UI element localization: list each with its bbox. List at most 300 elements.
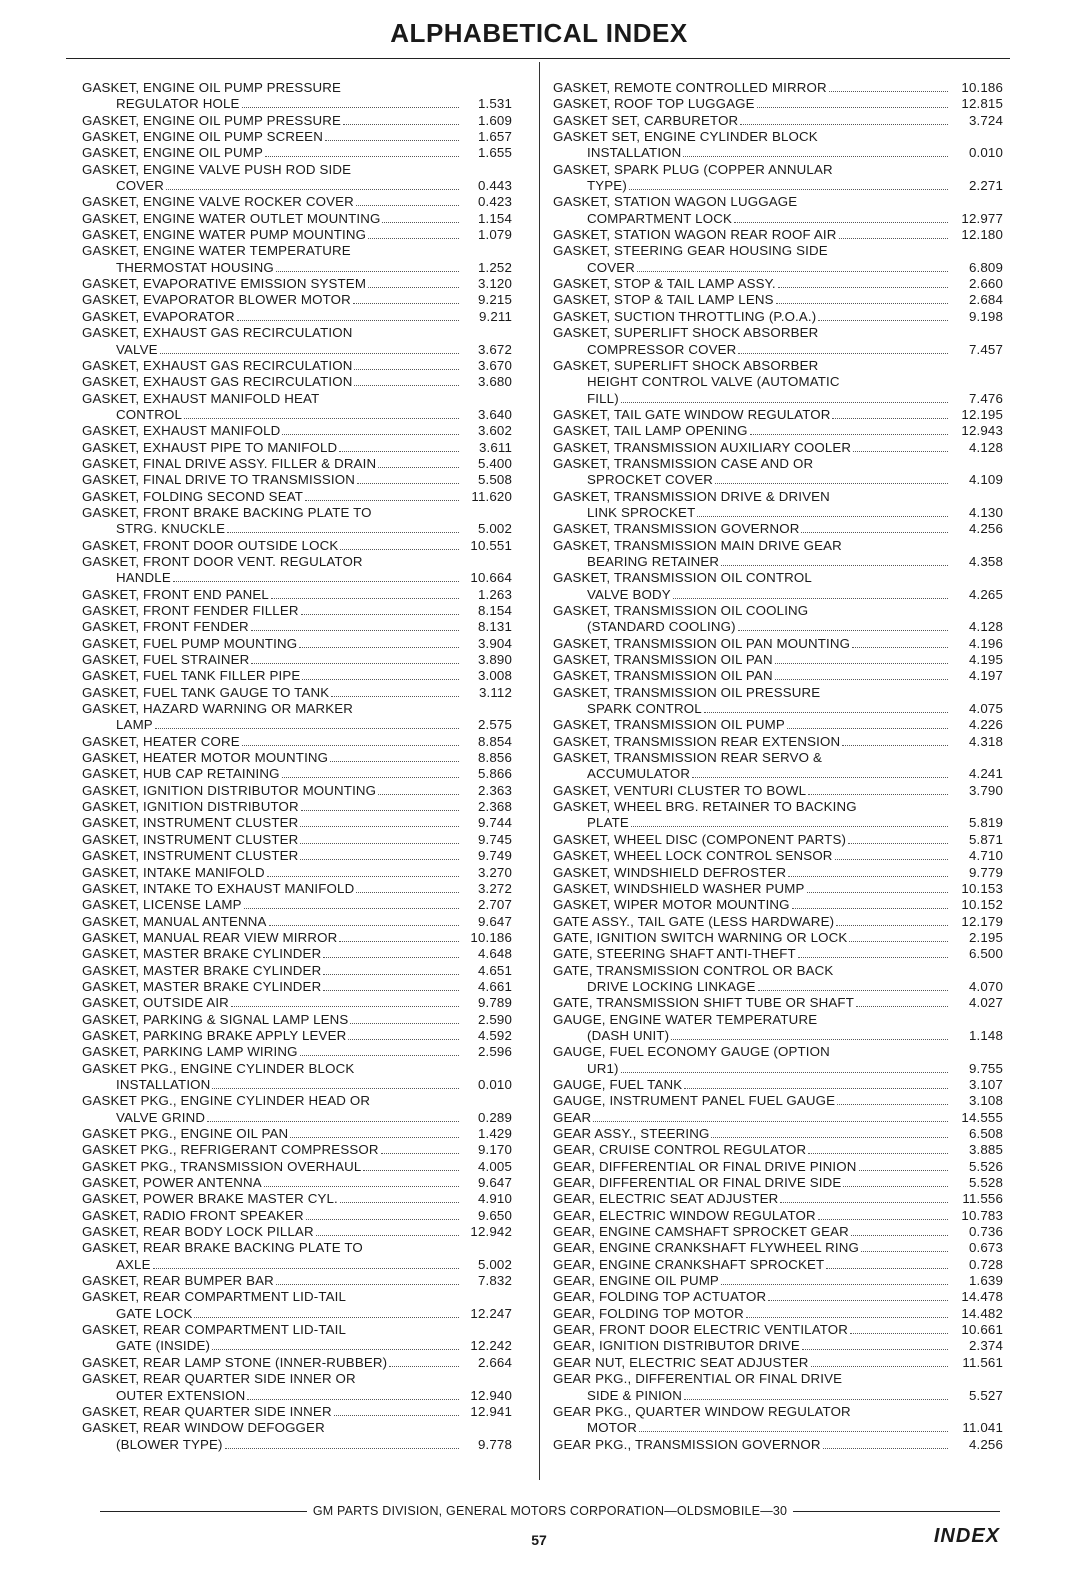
entry-page-ref: 1.429 — [477, 1126, 512, 1141]
entry-page-ref: 8.154 — [477, 603, 512, 618]
entry-page-ref: 14.478 — [961, 1289, 1003, 1305]
entry-text: PLATE — [587, 815, 629, 831]
entry-text: GAUGE, FUEL ECONOMY GAUGE (OPTION — [553, 1044, 830, 1060]
dot-leader — [851, 1235, 948, 1236]
entry-page-ref: 2.707 — [477, 897, 512, 913]
dot-leader — [856, 1006, 948, 1007]
index-entry — [82, 374, 512, 390]
entry-text: GASKET, FRONT END PANEL — [82, 586, 269, 602]
entry-text: GASKET, WINDSHIELD DEFROSTER — [553, 864, 787, 880]
index-entry — [82, 1273, 512, 1289]
entry-text: GASKET PKG., ENGINE CYLINDER BLOCK — [82, 1060, 355, 1076]
index-entry — [553, 96, 1003, 112]
index-entry — [82, 914, 512, 930]
entry-page-ref: 4.256 — [968, 1436, 1003, 1452]
index-entry — [82, 1355, 512, 1371]
dot-leader — [247, 1399, 459, 1400]
index-entry — [82, 145, 512, 161]
dot-leader — [768, 1300, 948, 1301]
index-entry — [553, 570, 1003, 603]
entry-text: SIDE & PINION — [587, 1387, 683, 1403]
entry-text: GASKET, TRANSMISSION REAR SERVO & — [553, 750, 822, 766]
index-entry — [82, 423, 512, 439]
dot-leader — [671, 1039, 948, 1040]
entry-text: GASKET, FUEL TANK GAUGE TO TANK — [82, 684, 330, 700]
dot-leader — [340, 549, 459, 550]
index-entry — [82, 325, 512, 358]
entry-page-ref: 9.749 — [477, 848, 512, 864]
index-entry — [553, 717, 1003, 733]
entry-page-ref: 2.684 — [968, 292, 1003, 308]
dot-leader — [357, 483, 459, 484]
dot-leader — [354, 385, 459, 386]
entry-text: GASKET, ENGINE VALVE PUSH ROD SIDE — [82, 161, 352, 177]
entry-page-ref: 12.179 — [961, 913, 1003, 929]
entry-text: GASKET, ENGINE VALVE ROCKER COVER — [82, 194, 354, 210]
index-entry — [553, 1012, 1003, 1045]
dot-leader — [734, 222, 948, 223]
entry-text: GASKET, TAIL GATE WINDOW REGULATOR — [553, 406, 831, 422]
entry-text: GASKET, INSTRUMENT CLUSTER — [82, 815, 299, 831]
entry-text: GASKET, SUCTION THROTTLING (P.O.A.) — [553, 308, 817, 324]
entry-text: GASKET, REAR COMPARTMENT LID-TAIL — [82, 1322, 347, 1338]
dot-leader — [300, 826, 459, 827]
entry-page-ref: 8.856 — [477, 750, 512, 766]
dot-leader — [276, 271, 459, 272]
entry-page-ref: 6.508 — [968, 1126, 1003, 1141]
entry-page-ref: 9.789 — [477, 995, 512, 1011]
entry-text: GASKET, RADIO FRONT SPEAKER — [82, 1207, 304, 1223]
dot-leader — [339, 941, 459, 942]
entry-page-ref: 9.778 — [477, 1436, 512, 1452]
entry-page-ref: 5.528 — [968, 1175, 1003, 1191]
index-entry — [82, 538, 512, 554]
entry-text: GEAR, FRONT DOOR ELECTRIC VENTILATOR — [553, 1322, 849, 1338]
entry-page-ref: 12.942 — [470, 1224, 512, 1240]
index-entry — [553, 1044, 1003, 1077]
dot-leader — [818, 1219, 948, 1220]
dot-leader — [271, 598, 459, 599]
dot-leader — [316, 1235, 459, 1236]
index-entry — [553, 963, 1003, 996]
entry-page-ref: 3.270 — [477, 864, 512, 880]
entry-page-ref: 4.265 — [968, 586, 1003, 602]
index-entry — [82, 1126, 512, 1142]
index-entry — [553, 734, 1003, 750]
index-entry — [82, 636, 512, 652]
index-entry — [82, 243, 512, 276]
entry-text: GEAR PKG., TRANSMISSION GOVERNOR — [553, 1436, 821, 1452]
index-entry — [553, 489, 1003, 522]
entry-page-ref: 1.655 — [477, 145, 512, 161]
entry-text: THERMOSTAT HOUSING — [116, 259, 274, 275]
dot-leader — [740, 124, 948, 125]
entry-text: GASKET, TRANSMISSION OIL CONTROL — [553, 570, 812, 586]
entry-text: GASKET, EXHAUST GAS RECIRCULATION — [82, 325, 353, 341]
dot-leader — [356, 205, 459, 206]
index-entry — [553, 1371, 1003, 1404]
index-entry — [82, 848, 512, 864]
dot-leader — [343, 124, 459, 125]
index-entry — [82, 832, 512, 848]
entry-text: GASKET, STEERING GEAR HOUSING SIDE — [553, 243, 828, 259]
dot-leader — [823, 1448, 948, 1449]
entry-page-ref: 4.005 — [477, 1158, 512, 1174]
entry-page-ref: 2.590 — [477, 1011, 512, 1027]
dot-leader — [780, 1202, 948, 1203]
index-entry — [553, 1257, 1003, 1273]
entry-text: HANDLE — [116, 570, 171, 586]
entry-text: GASKET, EXHAUST GAS RECIRCULATION — [82, 357, 353, 373]
entry-text: GATE, TRANSMISSION CONTROL OR BACK — [553, 962, 834, 978]
index-entry — [553, 995, 1003, 1011]
entry-page-ref: 5.866 — [477, 766, 512, 782]
index-entry — [553, 668, 1003, 684]
entry-text: GASKET, TRANSMISSION AUXILIARY COOLER — [553, 439, 852, 455]
entry-text: GAUGE, ENGINE WATER TEMPERATURE — [553, 1011, 818, 1027]
dot-leader — [684, 1088, 948, 1089]
index-entry — [82, 1224, 512, 1240]
index-entry — [553, 914, 1003, 930]
entry-text: GASKET, POWER ANTENNA — [82, 1175, 262, 1191]
index-entry — [82, 276, 512, 292]
dot-leader — [184, 418, 459, 419]
dot-leader — [721, 1284, 948, 1285]
entry-page-ref: 9.647 — [477, 913, 512, 929]
index-entry — [82, 603, 512, 619]
entry-page-ref: 12.815 — [961, 96, 1003, 112]
entry-page-ref: 2.575 — [477, 717, 512, 733]
index-entry — [553, 1273, 1003, 1289]
dot-leader — [829, 91, 948, 92]
entry-text: GASKET, REAR QUARTER SIDE INNER — [82, 1403, 332, 1419]
dot-leader — [269, 925, 459, 926]
entry-text: SPARK CONTROL — [587, 701, 702, 717]
index-entry — [553, 276, 1003, 292]
dot-leader — [194, 1317, 459, 1318]
entry-page-ref: 4.661 — [477, 978, 512, 994]
dot-leader — [683, 156, 948, 157]
entry-text: GASKET, VENTURI CLUSTER TO BOWL — [553, 782, 807, 798]
entry-text: GASKET, MASTER BRAKE CYLINDER — [82, 962, 322, 978]
entry-page-ref: 3.008 — [477, 668, 512, 684]
dot-leader — [381, 1153, 459, 1154]
entry-page-ref: 5.527 — [968, 1387, 1003, 1403]
entry-text: GASKET, PARKING LAMP WIRING — [82, 1044, 298, 1060]
entry-text: GASKET, TRANSMISSION CASE AND OR — [553, 455, 814, 471]
entry-page-ref: 1.609 — [477, 112, 512, 128]
entry-page-ref: 9.215 — [477, 292, 512, 308]
entry-text: GASKET, STATION WAGON LUGGAGE — [553, 194, 798, 210]
entry-page-ref: 4.027 — [968, 995, 1003, 1011]
entry-text: FILL) — [587, 390, 619, 406]
index-entry — [553, 652, 1003, 668]
entry-page-ref: 12.180 — [961, 227, 1003, 243]
page-number: 57 — [531, 1532, 547, 1548]
dot-leader — [212, 1349, 459, 1350]
entry-page-ref: 4.910 — [477, 1191, 512, 1207]
dot-leader — [775, 679, 948, 680]
entry-text: GEAR, CRUISE CONTROL REGULATOR — [553, 1142, 807, 1158]
dot-leader — [225, 1448, 459, 1449]
index-entry — [553, 1208, 1003, 1224]
index-entry — [553, 407, 1003, 423]
index-entry — [82, 1371, 512, 1404]
entry-page-ref: 4.070 — [968, 978, 1003, 994]
entry-text: GASKET, ROOF TOP LUGGAGE — [553, 96, 755, 112]
entry-text: GASKET, EXHAUST MANIFOLD HEAT — [82, 390, 320, 406]
index-entry — [553, 685, 1003, 718]
column-divider — [539, 62, 540, 1480]
entry-page-ref: 4.648 — [477, 946, 512, 962]
entry-text: GEAR, ENGINE CRANKSHAFT FLYWHEEL RING — [553, 1240, 860, 1256]
entry-page-ref: 14.555 — [961, 1109, 1003, 1125]
entry-text: GASKET, MANUAL REAR VIEW MIRROR — [82, 929, 338, 945]
index-entry — [553, 80, 1003, 96]
entry-text: GASKET, ENGINE OIL PUMP PRESSURE — [82, 112, 341, 128]
entry-page-ref: 5.508 — [477, 472, 512, 488]
entry-text: GASKET, OUTSIDE AIR — [82, 995, 229, 1011]
entry-text: GASKET, STOP & TAIL LAMP LENS — [553, 292, 774, 308]
entry-text: GASKET, MASTER BRAKE CYLINDER — [82, 978, 322, 994]
index-entry — [553, 1191, 1003, 1207]
entry-page-ref: 0.673 — [968, 1240, 1003, 1256]
index-entry — [82, 734, 512, 750]
entry-page-ref: 9.745 — [477, 831, 512, 847]
dot-leader — [276, 1284, 459, 1285]
dot-leader — [738, 353, 948, 354]
index-entry — [82, 619, 512, 635]
entry-text: GASKET, TRANSMISSION DRIVE & DRIVEN — [553, 488, 830, 504]
entry-text: GASKET PKG., TRANSMISSION OVERHAUL — [82, 1158, 362, 1174]
index-entry — [82, 865, 512, 881]
index-entry — [82, 701, 512, 734]
entry-text: GEAR, ENGINE OIL PUMP — [553, 1273, 719, 1289]
entry-page-ref: 12.195 — [961, 406, 1003, 422]
entry-text: GASKET, TRANSMISSION GOVERNOR — [553, 521, 800, 537]
entry-page-ref: 12.941 — [470, 1403, 512, 1419]
entry-text: GASKET, REAR LAMP STONE (INNER-RUBBER) — [82, 1354, 388, 1370]
index-entry — [82, 1191, 512, 1207]
dot-leader — [787, 728, 948, 729]
entry-page-ref: 12.943 — [961, 423, 1003, 439]
dot-leader — [251, 663, 459, 664]
dot-leader — [848, 843, 948, 844]
entry-page-ref: 4.256 — [968, 521, 1003, 537]
index-entry — [553, 832, 1003, 848]
index-entry — [82, 358, 512, 374]
index-entry — [82, 766, 512, 782]
entry-text: GASKET, INSTRUMENT CLUSTER — [82, 831, 299, 847]
footer-rule-right — [793, 1511, 1000, 1512]
dot-leader — [356, 892, 459, 893]
index-entry — [553, 946, 1003, 962]
index-entry — [553, 848, 1003, 864]
dot-leader — [837, 1104, 948, 1105]
entry-page-ref: 8.854 — [477, 733, 512, 749]
entry-text: GASKET, SUPERLIFT SHOCK ABSORBER — [553, 325, 819, 341]
entry-page-ref: 12.242 — [470, 1338, 512, 1354]
entry-page-ref: 5.871 — [968, 831, 1003, 847]
entry-page-ref: 0.010 — [477, 1076, 512, 1092]
dot-leader — [368, 238, 459, 239]
index-entry — [82, 652, 512, 668]
entry-text: VALVE BODY — [587, 586, 671, 602]
dot-leader — [808, 1153, 948, 1154]
entry-text: GASKET, ENGINE OIL PUMP PRESSURE — [82, 80, 341, 95]
entry-page-ref: 1.639 — [968, 1273, 1003, 1289]
dot-leader — [637, 271, 948, 272]
entry-text: GASKET, TRANSMISSION OIL PUMP — [553, 717, 785, 733]
index-entry — [82, 979, 512, 995]
dot-leader — [267, 876, 459, 877]
index-entry — [82, 1420, 512, 1453]
entry-text: REGULATOR HOLE — [116, 96, 240, 112]
dot-leader — [792, 908, 948, 909]
index-entry — [553, 113, 1003, 129]
entry-page-ref: 2.195 — [968, 929, 1003, 945]
entry-text: GASKET, FINAL DRIVE TO TRANSMISSION — [82, 472, 355, 488]
entry-page-ref: 10.661 — [961, 1322, 1003, 1338]
entry-page-ref: 3.885 — [968, 1142, 1003, 1158]
entry-page-ref: 1.531 — [477, 96, 512, 112]
entry-page-ref: 4.195 — [968, 652, 1003, 668]
entry-page-ref: 2.596 — [477, 1044, 512, 1060]
dot-leader — [251, 630, 459, 631]
index-entry — [82, 750, 512, 766]
entry-text: GASKET, TRANSMISSION OIL COOLING — [553, 603, 809, 618]
entry-text: GASKET PKG., ENGINE OIL PAN — [82, 1126, 289, 1141]
entry-text: GAUGE, INSTRUMENT PANEL FUEL GAUGE — [553, 1093, 836, 1109]
entry-text: GASKET, REMOTE CONTROLLED MIRROR — [553, 80, 827, 95]
entry-page-ref: 12.977 — [961, 210, 1003, 226]
index-entry — [553, 309, 1003, 325]
entry-text: LINK SPROCKET — [587, 504, 696, 520]
entry-text: GASKET, EXHAUST MANIFOLD — [82, 423, 281, 439]
entry-text: GASKET, FRONT BRAKE BACKING PLATE TO — [82, 504, 372, 520]
dot-leader — [334, 1415, 459, 1416]
index-entry — [553, 1355, 1003, 1371]
entry-text: GASKET, FRONT FENDER — [82, 619, 249, 635]
index-entry — [553, 129, 1003, 162]
entry-text: LAMP — [116, 717, 153, 733]
dot-leader — [290, 1137, 459, 1138]
dot-leader — [802, 1349, 948, 1350]
entry-text: GAUGE, FUEL TANK — [553, 1076, 683, 1092]
index-entry — [82, 668, 512, 684]
index-entry — [82, 129, 512, 145]
index-entry — [553, 521, 1003, 537]
entry-text: GATE LOCK — [116, 1305, 193, 1321]
dot-leader — [697, 516, 948, 517]
entry-page-ref: 9.650 — [477, 1207, 512, 1223]
entry-page-ref: 2.271 — [968, 178, 1003, 194]
entry-page-ref: 8.131 — [477, 619, 512, 635]
entry-page-ref: 9.779 — [968, 864, 1003, 880]
dot-leader — [368, 287, 459, 288]
dot-leader — [302, 679, 459, 680]
index-entry — [553, 1175, 1003, 1191]
dot-leader — [207, 1121, 459, 1122]
entry-text: GASKET, ENGINE OIL PUMP — [82, 145, 264, 161]
dot-leader — [299, 647, 459, 648]
entry-page-ref: 4.592 — [477, 1027, 512, 1043]
title-rule — [66, 58, 1010, 59]
entry-page-ref: 0.289 — [477, 1109, 512, 1125]
entry-page-ref: 3.670 — [477, 357, 512, 373]
index-entry — [82, 456, 512, 472]
entry-page-ref: 4.226 — [968, 717, 1003, 733]
dot-leader — [363, 1170, 459, 1171]
dot-leader — [378, 467, 459, 468]
dot-leader — [244, 908, 459, 909]
entry-page-ref: 1.154 — [477, 210, 512, 226]
dot-leader — [160, 353, 459, 354]
entry-text: GASKET, SPARK PLUG (COPPER ANNULAR — [553, 161, 833, 177]
entry-page-ref: 11.561 — [962, 1354, 1003, 1370]
index-entry — [553, 750, 1003, 783]
dot-leader — [330, 761, 459, 762]
index-entry — [553, 1338, 1003, 1354]
dot-leader — [721, 565, 948, 566]
entry-page-ref: 4.197 — [968, 668, 1003, 684]
entry-page-ref: 5.819 — [968, 815, 1003, 831]
entry-page-ref: 11.041 — [962, 1420, 1003, 1436]
entry-page-ref: 9.211 — [478, 308, 512, 324]
entry-page-ref: 3.790 — [968, 782, 1003, 798]
entry-page-ref: 10.664 — [470, 570, 512, 586]
dot-leader — [323, 957, 459, 958]
entry-page-ref: 10.783 — [961, 1207, 1003, 1223]
entry-page-ref: 11.556 — [962, 1191, 1003, 1207]
entry-text: GASKET, POWER BRAKE MASTER CYL. — [82, 1191, 338, 1207]
dot-leader — [704, 712, 948, 713]
dot-leader — [265, 156, 459, 157]
entry-text: GEAR NUT, ELECTRIC SEAT ADJUSTER — [553, 1354, 809, 1370]
entry-text: CONTROL — [116, 406, 183, 422]
index-entry — [553, 358, 1003, 407]
entry-text: GEAR ASSY., STEERING — [553, 1126, 710, 1141]
index-entry — [82, 783, 512, 799]
entry-text: GASKET, STOP & TAIL LAMP ASSY. — [553, 276, 776, 292]
dot-leader — [173, 581, 459, 582]
entry-page-ref: 3.724 — [968, 112, 1003, 128]
index-entry — [553, 1322, 1003, 1338]
dot-leader — [264, 1186, 459, 1187]
dot-leader — [300, 1055, 459, 1056]
entry-text: COVER — [116, 178, 165, 194]
index-entry — [82, 391, 512, 424]
dot-leader — [775, 663, 948, 664]
dot-leader — [593, 1121, 948, 1122]
footer-credit-line — [100, 1504, 1000, 1518]
dot-leader — [306, 1219, 459, 1220]
entry-page-ref: 6.500 — [968, 946, 1003, 962]
entry-text: ACCUMULATOR — [587, 766, 691, 782]
entry-text: GASKET, TRANSMISSION OIL PAN MOUNTING — [553, 635, 851, 651]
entry-text: GEAR, ELECTRIC SEAT ADJUSTER — [553, 1191, 779, 1207]
dot-leader — [849, 941, 948, 942]
entry-text: GASKET, INTAKE TO EXHAUST MANIFOLD — [82, 880, 355, 896]
entry-page-ref: 9.198 — [968, 308, 1003, 324]
index-entry — [82, 1061, 512, 1094]
dot-leader — [859, 1170, 949, 1171]
dot-leader — [853, 451, 948, 452]
dot-leader — [153, 1268, 459, 1269]
entry-page-ref: 3.272 — [477, 880, 512, 896]
entry-text: GEAR, FOLDING TOP MOTOR — [553, 1305, 744, 1321]
entry-text: GEAR, ENGINE CAMSHAFT SPROCKET GEAR — [553, 1224, 849, 1240]
